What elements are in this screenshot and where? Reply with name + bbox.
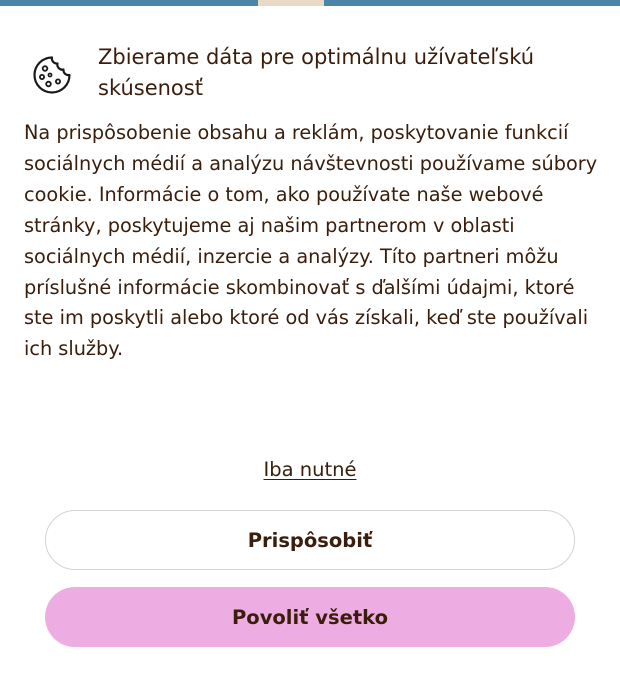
- background-page-strip: [0, 0, 620, 6]
- only-necessary-row: [0, 457, 620, 483]
- consent-header: [31, 42, 591, 104]
- allow-all-button[interactable]: Povoliť všetko: [45, 587, 575, 647]
- consent-title: Zbierame dáta pre optimálnu užívateľskú skúsenosť: [98, 45, 535, 100]
- customize-button[interactable]: Prispôsobiť: [45, 510, 575, 570]
- cookie-icon: [31, 54, 73, 96]
- consent-description: Na prispôsobenie obsahu a reklám, poskytovanie funkcií sociálnych médií a analýzu návštevnosti používame súbory cookie. Informácie o tom, ako používate naše webové stránky, poskytujeme aj našim partnerom v oblasti sociálnych médií, inzercie a analýzy. Títo partneri môžu príslušné informácie skombinovať s ďalšími údajmi, ktoré ste im poskytli alebo ktoré od vás získali, keď ste používali ich služby.: [24, 121, 598, 361]
- background-photo: [258, 0, 324, 6]
- only-necessary-link[interactable]: Iba nutné: [263, 458, 357, 481]
